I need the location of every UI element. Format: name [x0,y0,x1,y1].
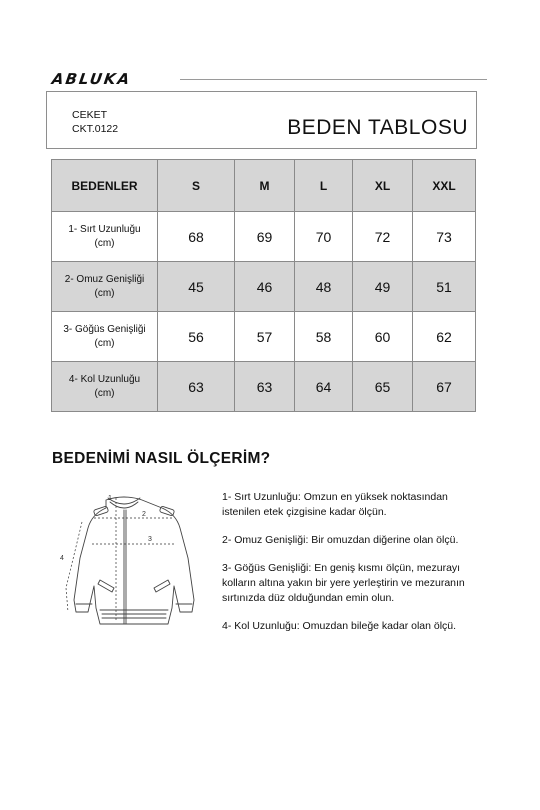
page-title: BEDEN TABLOSU [287,116,468,139]
table-row [52,212,476,262]
table-cell: 64 [295,362,353,412]
row-label-text: 1- Sırt Uzunluğu [68,223,141,235]
row-label-unit: (cm) [94,237,115,249]
row-label-text: 2- Omuz Genişliği [64,273,145,285]
measurement-instructions [222,490,482,647]
brand-header [52,70,487,90]
table-cell: 46 [235,262,295,312]
table-cell: 62 [413,312,476,362]
table-row [52,312,476,362]
brand-logo: ABLUKA [50,70,133,88]
row-label [52,262,158,312]
jacket-measurement-diagram [44,488,224,638]
table-cell: 57 [235,312,295,362]
row-label-text: 4- Kol Uzunluğu [68,373,141,385]
table-header-cell: M [235,160,295,212]
row-label [52,212,158,262]
diagram-label-1: 1 [108,495,112,502]
how-to-measure-title: BEDENİMİ NASIL ÖLÇERİM? [52,450,271,467]
table-header-cell: S [158,160,235,212]
row-label-unit: (cm) [94,287,115,299]
row-label [52,312,158,362]
table-header-cell: L [295,160,353,212]
instruction-chest-width: 3- Göğüs Genişliği: En geniş kısmı ölçün, mezurayı kolların altına yakın bir yere yerleştirin ve mezuranın sırtınızda düz olduğundan emin olun. [222,562,465,604]
brand-divider [180,79,487,80]
table-cell: 63 [158,362,235,412]
row-label-unit: (cm) [94,337,115,349]
table-cell: 56 [158,312,235,362]
table-cell: 63 [235,362,295,412]
instruction-back-length: 1- Sırt Uzunluğu: Omzun en yüksek noktasından istenilen etek çizgisine kadar ölçün. [222,491,448,518]
table-cell: 58 [295,312,353,362]
product-type: CEKET [72,109,108,121]
instruction-shoulder-width: 2- Omuz Genişliği: Bir omuzdan diğerine olan ölçü. [222,534,459,546]
table-cell: 73 [413,212,476,262]
diagram-label-4: 4 [60,555,64,562]
table-cell: 60 [353,312,413,362]
row-label [52,362,158,412]
table-cell: 67 [413,362,476,412]
size-table [51,159,476,412]
table-header-row [52,160,476,212]
product-header-box [46,91,477,149]
table-cell: 68 [158,212,235,262]
table-cell: 69 [235,212,295,262]
table-header-cell: XL [353,160,413,212]
diagram-label-2: 2 [142,511,146,518]
table-cell: 49 [353,262,413,312]
table-header-cell: XXL [413,160,476,212]
table-row [52,262,476,312]
table-cell: 65 [353,362,413,412]
table-cell: 72 [353,212,413,262]
product-code: CKT.0122 [72,123,119,135]
table-cell: 45 [158,262,235,312]
table-cell: 48 [295,262,353,312]
table-cell: 51 [413,262,476,312]
row-label-text: 3- Göğüs Genişliği [63,323,146,335]
instruction-sleeve-length: 4- Kol Uzunluğu: Omuzdan bileğe kadar olan ölçü. [222,620,457,632]
table-cell: 70 [295,212,353,262]
table-row [52,362,476,412]
row-label-unit: (cm) [94,387,115,399]
diagram-label-3: 3 [148,536,152,543]
table-header-cell: BEDENLER [52,160,158,212]
